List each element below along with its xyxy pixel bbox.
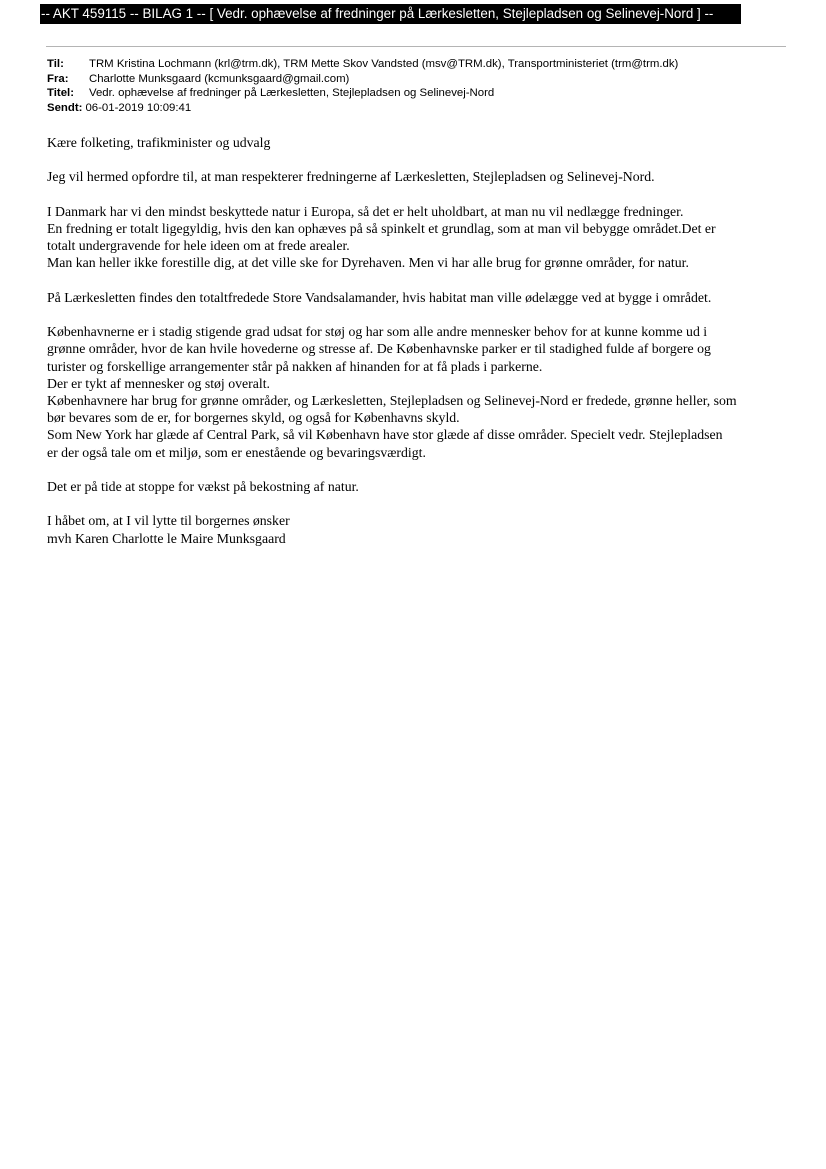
header-row-sendt [47,101,678,116]
text-line: bør bevares som de er, for borgernes skyld, og også for Københavns skyld. [47,410,460,426]
header-row-til [47,57,678,72]
text-line: Der er tykt af mennesker og støj overalt. [47,375,270,391]
header-row-fra [47,72,678,87]
til-label: Til: [47,58,64,70]
text-line: Man kan heller ikke forestille dig, at det ville ske for Dyrehaven. Men vi har alle brug for grønne områder, for natur. [47,255,689,271]
paragraph-signoff [47,512,792,546]
sendt-value: 06-01-2019 10:09:41 [85,101,192,114]
fra-label: Fra: [47,72,69,85]
text-line: Det er på tide at stoppe for vækst på bekostning af natur. [47,478,359,494]
paragraph-greeting [47,134,792,151]
text-line: I Danmark har vi den mindst beskyttede natur i Europa, så det er helt uholdbart, at man nu vil nedlægge fredninger. [47,203,684,219]
text-line: Københavnerne er i stadig stigende grad udsat for støj og har som alle andre mennesker behov for at kunne komme ud i [47,324,708,340]
fra-value: Charlotte Munksgaard (kcmunksgaard@gmail.com) [89,72,350,85]
paragraph-salamander [47,289,792,306]
text-line: Københavnere har brug for grønne områder, og Lærkesletten, Stejlepladsen og Selinevej-Nord er fredede, grønne heller, som [47,392,737,408]
text-line: Jeg vil hermed opfordre til, at man respekterer fredningerne af Lærkesletten, Stejlepladsen og Selinevej-Nord. [47,169,655,185]
titel-value: Vedr. ophævelse af fredninger på Lærkesletten, Stejlepladsen og Selinevej-Nord [89,87,495,100]
paragraph-nature [47,203,792,272]
text-line: grønne områder, hvor de kan hvile hovederne og stresse af. De Københavnske parker er til stadighed fulde af borgere og [47,341,711,357]
text-line: Som New York har glæde af Central Park, så vil København have stor glæde af disse områder. Specielt vedr. Stejlepladsen [47,427,723,443]
text-line: I håbet om, at I vil lytte til borgernes ønsker [47,513,290,529]
text-line: er der også tale om et miljø, som er enestående og bevaringsværdigt. [47,444,426,460]
text-line: totalt undergravende for hele ideen om at frede arealer. [47,238,350,254]
text-line: Kære folketing, trafikminister og udvalg [47,135,271,150]
letter-body [47,134,792,564]
paragraph-copenhagen [47,323,792,461]
text-line: En fredning er totalt ligegyldig, hvis den kan ophæves på så spinkelt et grundlag, som at man vil bebygge området.Det er [47,220,716,236]
header-row-titel [47,86,678,101]
header-divider [46,46,786,47]
email-headers [47,57,678,115]
text-line: På Lærkesletten findes den totaltfredede Store Vandsalamander, hvis habitat man ville ødelægge ved at bygge i området. [47,289,712,305]
titel-label: Titel: [47,87,75,100]
paragraph-request [47,168,792,185]
document-banner: -- AKT 459115 -- BILAG 1 -- [ Vedr. ophævelse af fredninger på Lærkesletten, Stejlepladsen og Selinevej-Nord ] -- [40,4,741,24]
text-line: turister og forskellige arrangementer står på nakken af hinanden for at få plads i parkerne. [47,358,543,374]
sendt-label: Sendt: [47,101,83,114]
til-value: TRM Kristina Lochmann (krl@trm.dk), TRM Mette Skov Vandsted (msv@TRM.dk), Transportministeriet (trm@trm.dk) [89,58,679,70]
signature-line: mvh Karen Charlotte le Maire Munksgaard [47,530,286,546]
paragraph-stop-growth [47,478,792,495]
